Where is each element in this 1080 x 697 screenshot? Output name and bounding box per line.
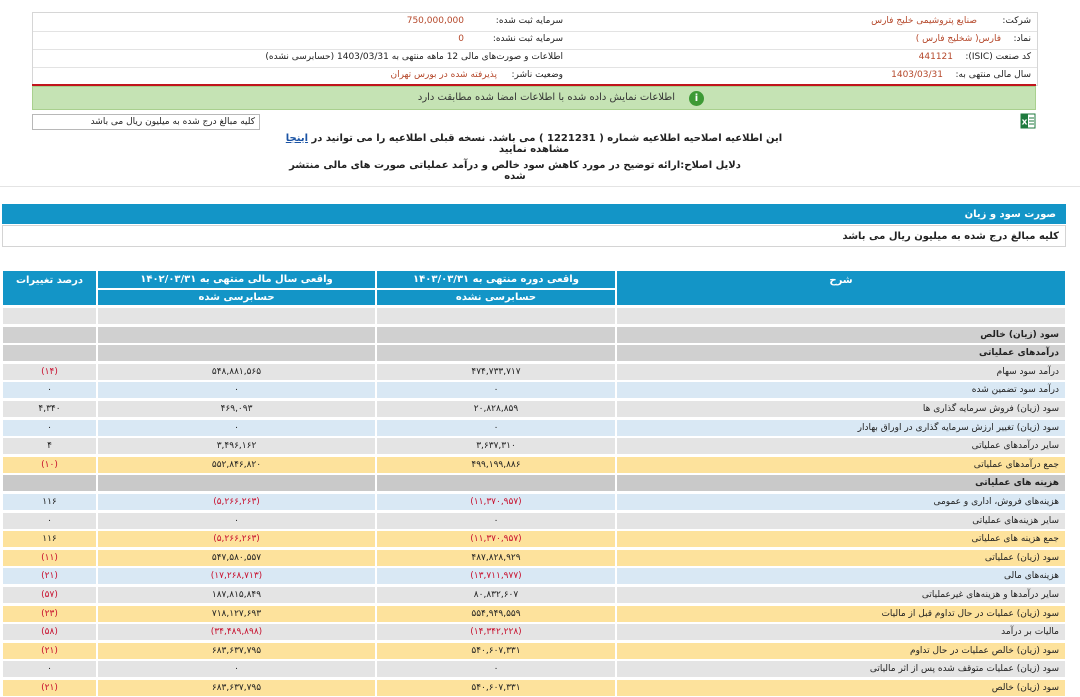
row-pct-change: ۰ xyxy=(2,419,97,437)
row-pct-change: (۲۱) xyxy=(2,679,97,697)
correction-reason: دلایل اصلاح:ارائه توضیح در مورد کاهش سود خالص و درآمد عملیاتی صورت های مالی منتشر شده xyxy=(289,160,741,182)
row-previous-value: ۰ xyxy=(97,381,376,399)
row-previous-value: ۰ xyxy=(97,419,376,437)
section-note xyxy=(2,225,1066,247)
row-description xyxy=(616,307,1066,325)
row-previous-value: ۵۵۲,۸۴۶,۸۲۰ xyxy=(97,456,376,474)
row-previous-value: ۷۱۸,۱۲۷,۶۹۳ xyxy=(97,605,376,623)
row-current-value: ۵۴۰,۶۰۷,۳۳۱ xyxy=(376,679,616,697)
header-previous: واقعی سال مالی منتهی به ۱۴۰۲/۰۳/۳۱ xyxy=(97,270,376,289)
row-pct-change xyxy=(2,307,97,325)
table-row xyxy=(2,549,1066,567)
table-row xyxy=(2,400,1066,418)
correction-notice xyxy=(280,133,788,155)
row-description: سایر درآمدهای عملیاتی xyxy=(616,437,1066,455)
row-description: سود (زیان) خالص عملیات در حال تداوم xyxy=(616,642,1066,660)
table-row xyxy=(2,381,1066,399)
row-previous-value: ۴۶۹,۰۹۳ xyxy=(97,400,376,418)
table-row xyxy=(2,326,1066,344)
row-description: درآمد سود سهام xyxy=(616,363,1066,381)
row-description: درآمد سود تضمین شده xyxy=(616,381,1066,399)
row-previous-value: ۶۸۳,۶۳۷,۷۹۵ xyxy=(97,679,376,697)
row-pct-change: (۲۳) xyxy=(2,605,97,623)
row-current-value xyxy=(376,326,616,344)
table-row xyxy=(2,437,1066,455)
row-pct-change: (۵۸) xyxy=(2,623,97,641)
row-current-value: ۵۵۴,۹۴۹,۵۵۹ xyxy=(376,605,616,623)
row-description: هزینه‌های مالی xyxy=(616,567,1066,585)
row-description: سود (زیان) عملیاتی xyxy=(616,549,1066,567)
row-pct-change: (۱۱) xyxy=(2,549,97,567)
row-pct-change: ۴,۳۴۰ xyxy=(2,400,97,418)
row-previous-value xyxy=(97,344,376,362)
registered-capital-value: 750,000,000 xyxy=(406,16,464,26)
row-previous-value xyxy=(97,326,376,344)
row-current-value: ۰ xyxy=(376,512,616,530)
row-previous-value: ۵۴۷,۵۸۰,۵۵۷ xyxy=(97,549,376,567)
row-description: سود (زیان) خالص xyxy=(616,326,1066,344)
table-row xyxy=(2,623,1066,641)
table-row xyxy=(2,344,1066,362)
row-description: سود (زیان) خالص xyxy=(616,679,1066,697)
row-previous-value: ۶۸۳,۶۳۷,۷۹۵ xyxy=(97,642,376,660)
row-pct-change: (۱۰) xyxy=(2,456,97,474)
row-description: سایر هزینه‌های عملیاتی xyxy=(616,512,1066,530)
row-pct-change: (۱۴) xyxy=(2,363,97,381)
row-current-value: ۲۰,۸۲۸,۸۵۹ xyxy=(376,400,616,418)
issuer-status-label: وضعیت ناشر: xyxy=(511,70,563,80)
row-description: سود (زیان) عملیات در حال تداوم قبل از مالیات xyxy=(616,605,1066,623)
row-pct-change: ۱۱۶ xyxy=(2,493,97,511)
row-pct-change: (۵۷) xyxy=(2,586,97,604)
svg-text:x: x xyxy=(1021,117,1028,128)
previous-version-link[interactable]: اینجا xyxy=(285,133,309,144)
header-current: واقعی دوره منتهی به ۱۴۰۳/۰۳/۳۱ xyxy=(376,270,616,289)
row-pct-change: ۴ xyxy=(2,437,97,455)
row-description: مالیات بر درآمد xyxy=(616,623,1066,641)
correction-text-after: مشاهده نمایید xyxy=(498,144,570,155)
row-pct-change: ۰ xyxy=(2,381,97,399)
header-previous-audit: حسابرسی شده xyxy=(97,289,376,306)
row-previous-value: (۱۷,۲۶۸,۷۱۳) xyxy=(97,567,376,585)
row-current-value: (۱۱,۳۷۰,۹۵۷) xyxy=(376,530,616,548)
issuer-status-value: پذیرفته شده در بورس تهران xyxy=(390,70,497,80)
table-row xyxy=(2,605,1066,623)
company-label: شرکت: xyxy=(1002,16,1031,26)
row-current-value: ۵۴۰,۶۰۷,۳۳۱ xyxy=(376,642,616,660)
amount-unit-note: کلیه مبالغ درج شده به میلیون ریال می باشد xyxy=(32,114,260,130)
fiscal-year-value: 1403/03/31 xyxy=(891,70,943,80)
row-current-value: ۸۰,۸۳۲,۶۰۷ xyxy=(376,586,616,604)
row-pct-change: (۲۱) xyxy=(2,642,97,660)
row-current-value: ۴۸۷,۸۲۸,۹۲۹ xyxy=(376,549,616,567)
row-previous-value xyxy=(97,307,376,325)
table-row xyxy=(2,567,1066,585)
section-header xyxy=(2,204,1066,224)
row-previous-value: ۰ xyxy=(97,660,376,678)
row-current-value: ۴۹۹,۱۹۹,۸۸۶ xyxy=(376,456,616,474)
row-current-value: (۱۴,۳۴۲,۲۲۸) xyxy=(376,623,616,641)
row-current-value: ۴۷۴,۷۳۳,۷۱۷ xyxy=(376,363,616,381)
section-separator xyxy=(0,186,1080,187)
row-previous-value: (۳۴,۴۸۹,۸۹۸) xyxy=(97,623,376,641)
header-current-audit: حسابرسی نشده xyxy=(376,289,616,306)
row-description: درآمدهای عملیاتی xyxy=(616,344,1066,362)
report-period-text: اطلاعات و صورت‌های مالی 12 ماهه منتهی به 1403/03/31 (حسابرسی نشده) xyxy=(265,52,563,62)
company-info-box xyxy=(32,12,1038,86)
row-description: هزینه های عملیاتی xyxy=(616,474,1066,492)
banner-text: اطلاعات نمایش داده شده با اطلاعات امضا شده مطابقت دارد xyxy=(417,92,675,103)
table-row xyxy=(2,419,1066,437)
row-current-value: ۰ xyxy=(376,381,616,399)
row-description: سود (زیان) عملیات متوقف شده پس از اثر مالیاتی xyxy=(616,660,1066,678)
row-description: سود (زیان) فروش سرمایه گذاری ها xyxy=(616,400,1066,418)
row-description: سایر درآمدها و هزینه‌های غیرعملیاتی xyxy=(616,586,1066,604)
row-current-value xyxy=(376,344,616,362)
row-previous-value: (۵,۲۶۶,۲۶۳) xyxy=(97,493,376,511)
row-pct-change: (۲۱) xyxy=(2,567,97,585)
row-previous-value: ۳,۴۹۶,۱۶۲ xyxy=(97,437,376,455)
info-row-isic xyxy=(33,49,1037,68)
company-value: صنایع پتروشیمی خلیج فارس xyxy=(871,16,977,26)
row-previous-value: ۱۸۷,۸۱۵,۸۴۹ xyxy=(97,586,376,604)
row-current-value xyxy=(376,474,616,492)
row-description: هزینه‌های فروش، اداری و عمومی xyxy=(616,493,1066,511)
table-row xyxy=(2,679,1066,697)
table-row xyxy=(2,660,1066,678)
isic-label: کد صنعت (ISIC): xyxy=(965,52,1031,62)
symbol-value: فارس( شخلیج فارس ) xyxy=(915,34,1001,44)
row-current-value: ۰ xyxy=(376,419,616,437)
header-desc: شرح xyxy=(616,270,1066,306)
row-pct-change xyxy=(2,344,97,362)
table-row xyxy=(2,512,1066,530)
table-row xyxy=(2,474,1066,492)
table-row xyxy=(2,307,1066,325)
info-icon: i xyxy=(689,91,704,106)
row-current-value xyxy=(376,307,616,325)
fiscal-year-label: سال مالی منتهی به: xyxy=(955,70,1031,80)
row-previous-value: ۰ xyxy=(97,512,376,530)
header-pct-change: درصد تغییرات xyxy=(2,270,97,306)
table-row xyxy=(2,493,1066,511)
info-row-company xyxy=(33,13,1037,32)
row-description: جمع هزینه های عملیاتی xyxy=(616,530,1066,548)
row-description: سود (زیان) تغییر ارزش سرمایه گذاری در اوراق بهادار xyxy=(616,419,1066,437)
row-current-value: ۳,۶۳۷,۳۱۰ xyxy=(376,437,616,455)
table-row xyxy=(2,456,1066,474)
excel-export-icon[interactable] xyxy=(1020,113,1036,129)
table-row xyxy=(2,586,1066,604)
row-previous-value xyxy=(97,474,376,492)
registered-capital-label: سرمایه ثبت شده: xyxy=(495,16,563,26)
symbol-label: نماد: xyxy=(1013,34,1031,44)
row-current-value: (۱۳,۷۱۱,۹۷۷) xyxy=(376,567,616,585)
row-previous-value: (۵,۲۶۶,۲۶۳) xyxy=(97,530,376,548)
table-row xyxy=(2,530,1066,548)
isic-value: 441121 xyxy=(918,52,953,62)
correction-text-before: این اطلاعیه اصلاحیه اطلاعیه شماره ( 1221231 ) می باشد. نسخه قبلی اطلاعیه را می توانید در xyxy=(308,133,783,144)
signature-match-banner xyxy=(32,86,1036,110)
row-pct-change: ۱۱۶ xyxy=(2,530,97,548)
unregistered-capital-label: سرمایه ثبت نشده: xyxy=(492,34,563,44)
row-pct-change xyxy=(2,326,97,344)
row-description: جمع درآمدهای عملیاتی xyxy=(616,456,1066,474)
row-pct-change: ۰ xyxy=(2,512,97,530)
row-pct-change xyxy=(2,474,97,492)
table-row xyxy=(2,363,1066,381)
info-row-fiscal-year xyxy=(33,67,1037,85)
section-note-text: کلیه مبالغ درج شده به میلیون ریال می باشد xyxy=(842,231,1059,242)
row-pct-change: ۰ xyxy=(2,660,97,678)
unregistered-capital-value: 0 xyxy=(458,34,464,44)
row-current-value: ۰ xyxy=(376,660,616,678)
row-previous-value: ۵۴۸,۸۸۱,۵۶۵ xyxy=(97,363,376,381)
section-title: صورت سود و زیان xyxy=(964,209,1056,220)
table-row xyxy=(2,642,1066,660)
info-row-symbol xyxy=(33,31,1037,50)
row-current-value: (۱۱,۳۷۰,۹۵۷) xyxy=(376,493,616,511)
